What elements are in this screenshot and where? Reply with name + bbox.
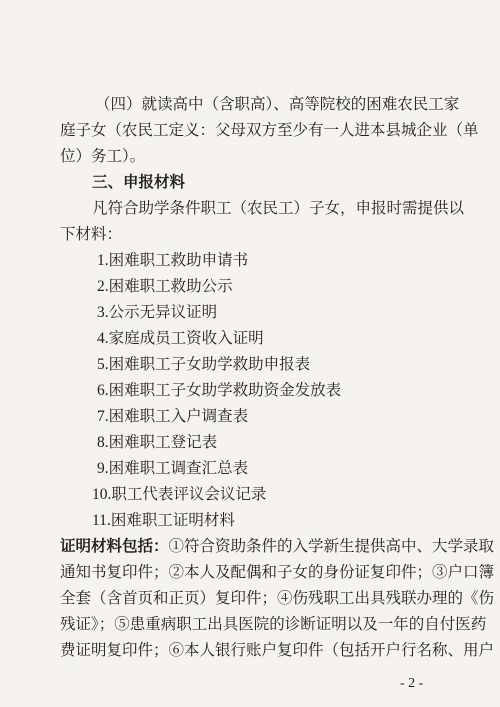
list-item: 2.困难职工救助公示 bbox=[97, 277, 233, 295]
list-item: 9.困难职工调查汇总表 bbox=[97, 459, 249, 477]
proof-line-1: 证明材料包括：①符合资助条件的入学新生提供高中、大学录取 bbox=[60, 537, 495, 555]
proof-line-3: 全套（含首页和正页）复印件；④伤残职工出具残联办理的《伤 bbox=[60, 589, 495, 607]
list-item: 11.困难职工证明材料 bbox=[92, 511, 235, 529]
list-item: 7.困难职工入户调查表 bbox=[97, 407, 249, 425]
list-item: 3.公示无异议证明 bbox=[97, 303, 218, 321]
proof-line-2: 通知书复印件；②本人及配偶和子女的身份证复印件；③户口簿 bbox=[60, 563, 495, 581]
proof-line-5: 费证明复印件；⑥本人银行账户复印件（包括开户行名称、用户 bbox=[60, 641, 495, 659]
intro-line-3: 位）务工）。 bbox=[60, 147, 146, 165]
list-item: 10.职工代表评议会议记录 bbox=[92, 485, 267, 503]
list-item: 1.困难职工救助申请书 bbox=[97, 251, 249, 269]
proof-line-4: 残证》；⑤患重病职工出具医院的诊断证明以及一年的自付医药 bbox=[60, 615, 487, 633]
section-text-line-2: 下材料： bbox=[60, 225, 123, 243]
intro-line-1: （四）就读高中（含职高）、高等院校的困难农民工家 bbox=[95, 95, 460, 113]
intro-line-2: 庭子女（农民工定义：父母双方至少有一人进本县城企业（单 bbox=[60, 121, 479, 139]
list-item: 5.困难职工子女助学救助申报表 bbox=[97, 355, 311, 373]
section-text-line-1: 凡符合助学条件职工（农民工）子女，申报时需提供以 bbox=[92, 199, 465, 217]
list-item: 8.困难职工登记表 bbox=[97, 433, 218, 451]
page-number: - 2 - bbox=[400, 676, 424, 691]
proof-label: 证明材料包括： bbox=[60, 537, 169, 555]
section-heading: 三、申报材料 bbox=[92, 173, 186, 191]
list-item: 4.家庭成员工资收入证明 bbox=[97, 329, 264, 347]
list-item: 6.困难职工子女助学救助资金发放表 bbox=[97, 381, 342, 399]
